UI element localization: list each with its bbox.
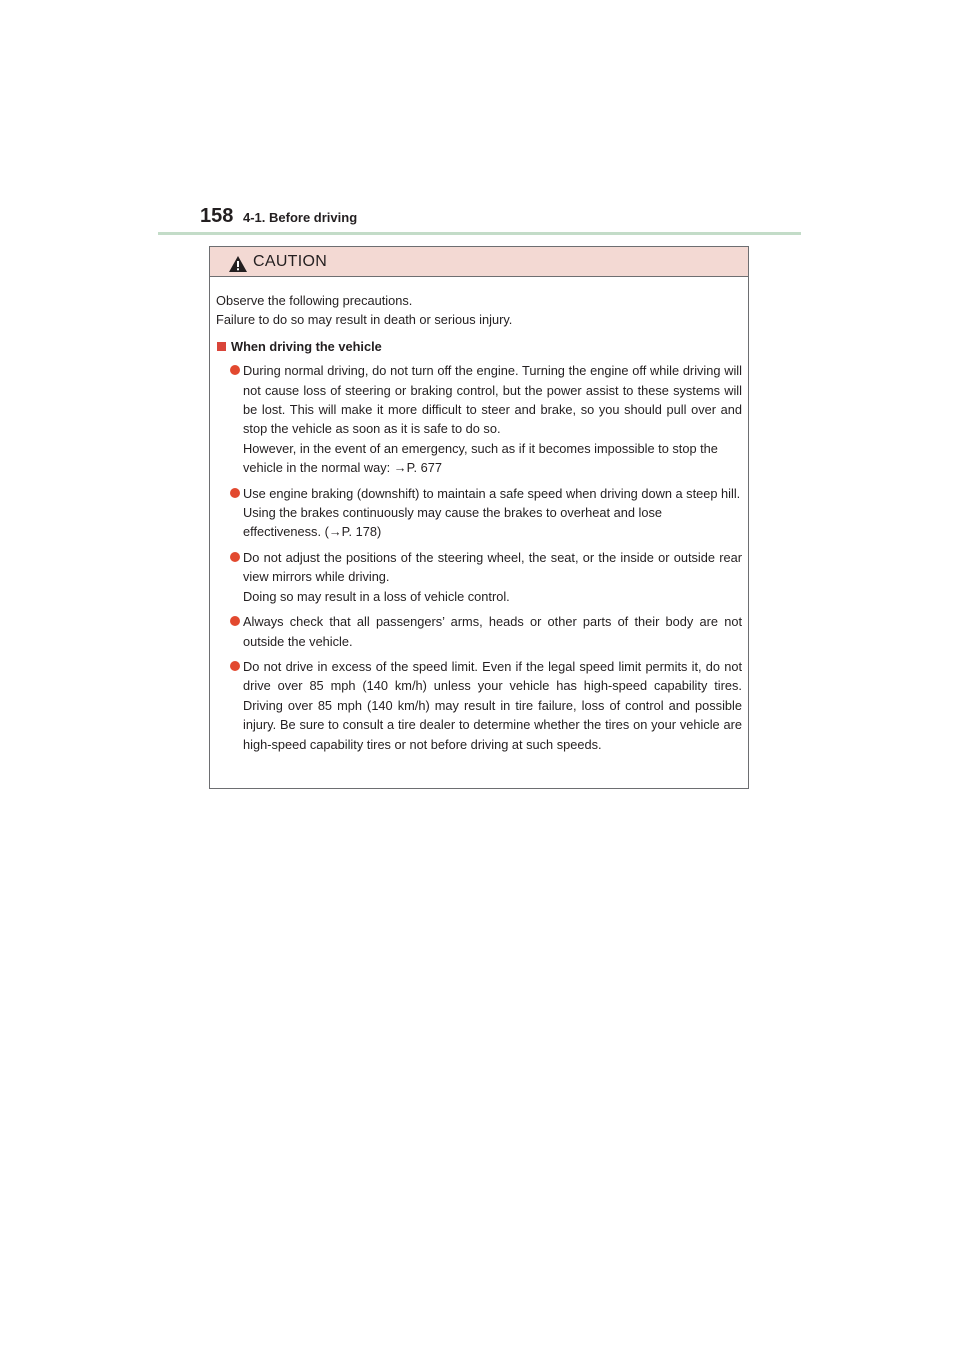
list-item	[216, 657, 742, 754]
caution-header	[210, 247, 748, 277]
intro-line: Observe the following precautions.	[216, 293, 413, 308]
sub-heading	[216, 337, 742, 356]
warning-triangle-icon	[228, 255, 248, 273]
list-item	[216, 484, 742, 542]
bullet-text: Using the brakes continuously may cause the brakes to overheat and lose effectiveness. (→P. 178)	[243, 505, 662, 540]
caution-body	[210, 277, 748, 754]
page-number: 158	[200, 205, 234, 227]
bullet-icon	[230, 661, 240, 671]
bullet-text: Use engine braking (downshift) to maintain a safe speed when driving down a steep hill.	[243, 485, 741, 501]
bullet-icon	[230, 488, 240, 498]
list-item	[216, 612, 742, 651]
bullet-icon	[230, 616, 240, 626]
caution-box	[209, 246, 749, 789]
bullet-text: During normal driving, do not turn off the engine. Turning the engine off while driving will not cause loss of steering or braking control, but the power assist to these systems will be lost. This will make it more difficult to steer and brake, so you should pull over and stop the vehicle as soon as it is safe to do so.	[243, 363, 742, 437]
caution-title: CAUTION	[253, 253, 328, 270]
bullet-text: Do not adjust the positions of the steering wheel, the seat, or the inside or outside rear view mirrors while driving.	[243, 549, 742, 585]
sub-heading-text: When driving the vehicle	[231, 338, 382, 354]
square-bullet-icon	[217, 342, 226, 351]
list-item	[216, 361, 742, 477]
list-item	[216, 548, 742, 606]
page-header	[158, 200, 801, 234]
bullet-text: However, in the event of an emergency, such as if it becomes impossible to stop the vehicle in the normal way: →P. 677	[243, 440, 718, 476]
bullet-text: Always check that all passengers’ arms, heads or other parts of their body are not outside the vehicle.	[243, 614, 742, 649]
section-title: 4-1. Before driving	[243, 210, 358, 225]
bullet-text: Doing so may result in a loss of vehicle control.	[243, 588, 510, 604]
intro-line: Failure to do so may result in death or serious injury.	[216, 312, 513, 328]
bullet-icon	[230, 552, 240, 562]
header-rule	[158, 232, 801, 235]
bullet-icon	[230, 365, 240, 375]
bullet-text: Do not drive in excess of the speed limit. Even if the legal speed limit permits it, do not drive over 85 mph (140 km/h) unless your vehicle has high-speed capability tires. Driving over 85 mph (140 km/h) may result in tire failure, loss of control and possible injury. Be sure to consult a tire dealer to determine whether the tires on your vehicle are high-speed capability tires or not before driving at such speeds.	[243, 658, 742, 752]
